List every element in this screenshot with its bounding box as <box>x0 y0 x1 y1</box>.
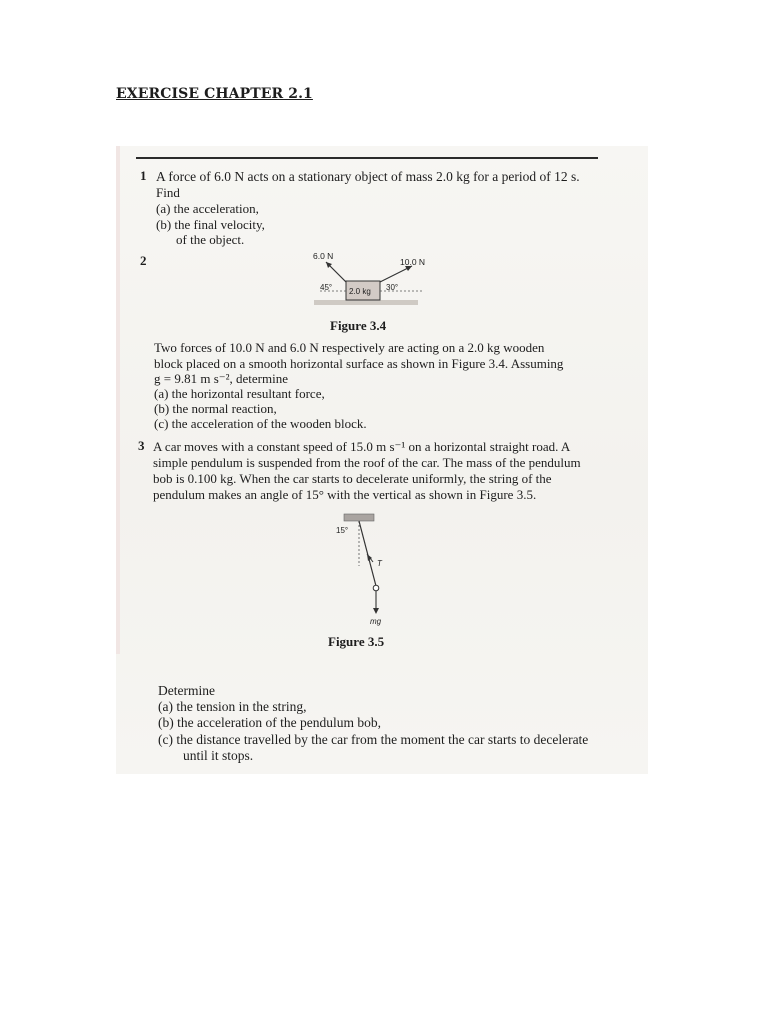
question-1-option-a: (a) the acceleration, <box>156 201 259 216</box>
question-1-line-2: Find <box>156 185 180 200</box>
figure-3-5-caption: Figure 3.5 <box>328 634 385 649</box>
car-roof-support <box>344 514 374 521</box>
angle-label: 15° <box>336 526 349 535</box>
weight-arrowhead-icon <box>373 608 379 614</box>
figure-3-4-caption: Figure 3.4 <box>330 318 387 333</box>
question-2-line-1: Two forces of 10.0 N and 6.0 N respectively are acting on a 2.0 kg wooden <box>154 340 545 355</box>
question-3-line-4: pendulum makes an angle of 15° with the vertical as shown in Figure 3.5. <box>153 487 537 502</box>
question-2-number: 2 <box>140 253 147 268</box>
force-left-label: 6.0 N <box>313 251 334 261</box>
surface <box>314 300 418 305</box>
scan-edge-shadow <box>116 146 120 654</box>
question-3-option-c-cont: until it stops. <box>183 748 254 763</box>
figure-3-4-diagram <box>306 250 456 310</box>
question-1-option-b: (b) the final velocity, <box>156 217 265 232</box>
question-2-option-b: (b) the normal reaction, <box>154 401 277 416</box>
force-right-label: 10.0 N <box>400 257 426 267</box>
question-3-determine: Determine <box>158 683 215 698</box>
question-2-option-c: (c) the acceleration of the wooden block. <box>154 416 367 431</box>
angle-right-label: 30° <box>386 283 399 292</box>
question-1-line-1: A force of 6.0 N acts on a stationary object of mass 2.0 kg for a period of 12 s. <box>156 169 580 184</box>
block-mass-label: 2.0 kg <box>349 287 371 296</box>
angle-left-label: 45° <box>320 283 333 292</box>
question-3-option-b: (b) the acceleration of the pendulum bob, <box>158 715 382 730</box>
weight-label: mg <box>370 617 382 626</box>
question-3-option-c: (c) the distance travelled by the car from the moment the car starts to decelerate <box>158 732 589 747</box>
question-2-line-3: g = 9.81 m s⁻², determine <box>154 371 288 386</box>
page-heading: EXERCISE CHAPTER 2.1 <box>116 86 313 102</box>
question-2-line-2: block placed on a smooth horizontal surface as shown in Figure 3.4. Assuming <box>154 356 564 371</box>
question-3-line-1: A car moves with a constant speed of 15.0 m s⁻¹ on a horizontal straight road. A <box>153 439 571 454</box>
scanned-exercise-page <box>116 146 648 774</box>
figure-3-5-diagram <box>332 512 392 632</box>
question-3-number: 3 <box>138 438 145 453</box>
question-3-line-3: bob is 0.100 kg. When the car starts to decelerate uniformly, the string of the <box>153 471 552 486</box>
tension-label: T <box>377 559 382 568</box>
pendulum-bob <box>373 585 379 591</box>
question-3-line-2: simple pendulum is suspended from the roof of the car. The mass of the pendulum <box>153 455 581 470</box>
question-3-option-a: (a) the tension in the string, <box>158 699 307 714</box>
question-1-line-5: of the object. <box>176 232 245 247</box>
pendulum-string <box>359 521 376 586</box>
top-rule <box>136 157 598 159</box>
question-1-number: 1 <box>140 168 147 183</box>
question-2-option-a: (a) the horizontal resultant force, <box>154 386 325 401</box>
